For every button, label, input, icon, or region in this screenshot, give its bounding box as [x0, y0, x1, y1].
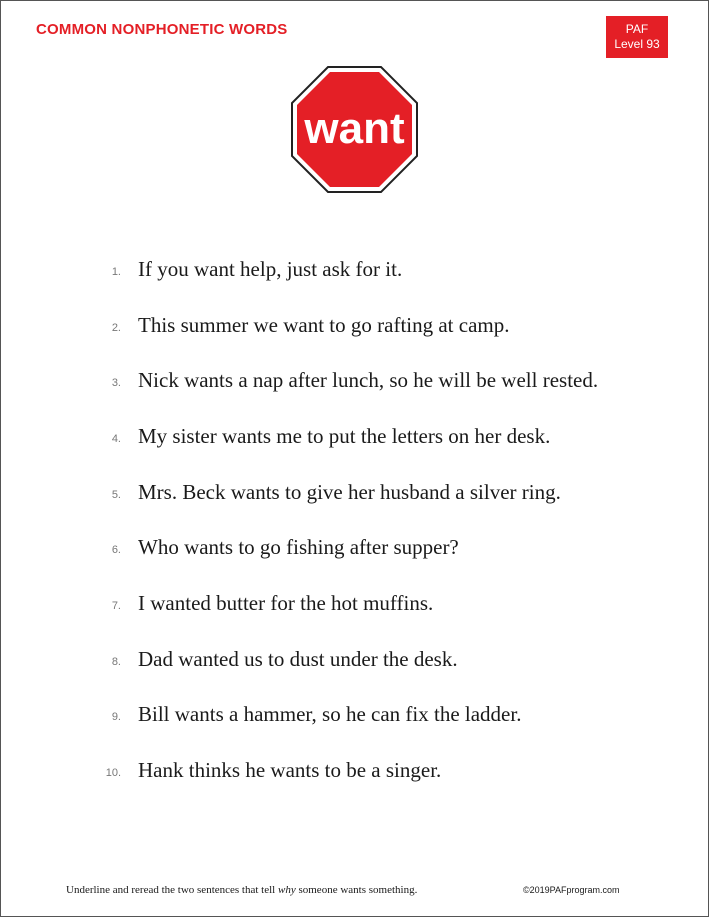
sentence-item	[0, 535, 709, 565]
sentence-text: I wanted butter for the hot muffins.	[138, 591, 434, 615]
sentence-text: Bill wants a hammer, so he can fix the ladder.	[138, 702, 522, 726]
badge-level-label: Level 93	[614, 37, 660, 51]
instruction-text-end: someone wants something.	[295, 884, 418, 896]
level-badge	[606, 16, 668, 58]
sentence-text: Dad wanted us to dust under the desk.	[138, 647, 458, 671]
instruction-emphasis: why	[277, 884, 296, 896]
sentence-item	[0, 313, 709, 343]
sentence-number: 1.	[111, 266, 121, 278]
sentence-item	[0, 368, 709, 398]
sentence-number: 8.	[111, 656, 121, 668]
sentence-item	[0, 758, 709, 788]
sentence-number: 7.	[111, 600, 121, 612]
sentence-item	[0, 591, 709, 621]
sentence-item	[0, 702, 709, 732]
sentence-item	[0, 257, 709, 287]
badge-program-label: PAF	[625, 22, 649, 36]
sentence-item	[0, 480, 709, 510]
sentence-text: My sister wants me to put the letters on her desk.	[138, 424, 551, 448]
sentence-text: Nick wants a nap after lunch, so he will be well rested.	[138, 368, 599, 392]
sentence-number: 4.	[111, 433, 121, 445]
sentence-text: Mrs. Beck wants to give her husband a silver ring.	[138, 480, 561, 504]
sentence-text: Hank thinks he wants to be a singer.	[138, 758, 442, 782]
sentence-item	[0, 647, 709, 677]
sentence-item	[0, 424, 709, 454]
sentence-number: 5.	[111, 489, 121, 501]
copyright-notice: ©2019PAFprogram.com	[523, 885, 620, 895]
sentence-number: 6.	[111, 544, 121, 556]
sentence-number: 10.	[105, 767, 121, 779]
sentence-number: 2.	[111, 322, 121, 334]
instruction-text-start: Underline and reread the two sentences that tell	[66, 884, 278, 896]
footer-instruction	[66, 884, 417, 896]
sign-word: want	[304, 104, 405, 153]
sentence-text: This summer we want to go rafting at camp.	[138, 313, 510, 337]
page-title: COMMON NONPHONETIC WORDS	[36, 21, 288, 38]
sentence-text: If you want help, just ask for it.	[138, 257, 403, 281]
sentence-text: Who wants to go fishing after supper?	[138, 535, 459, 559]
sentence-number: 3.	[111, 377, 121, 389]
sentence-number: 9.	[111, 711, 121, 723]
stop-sign-icon	[291, 66, 418, 193]
